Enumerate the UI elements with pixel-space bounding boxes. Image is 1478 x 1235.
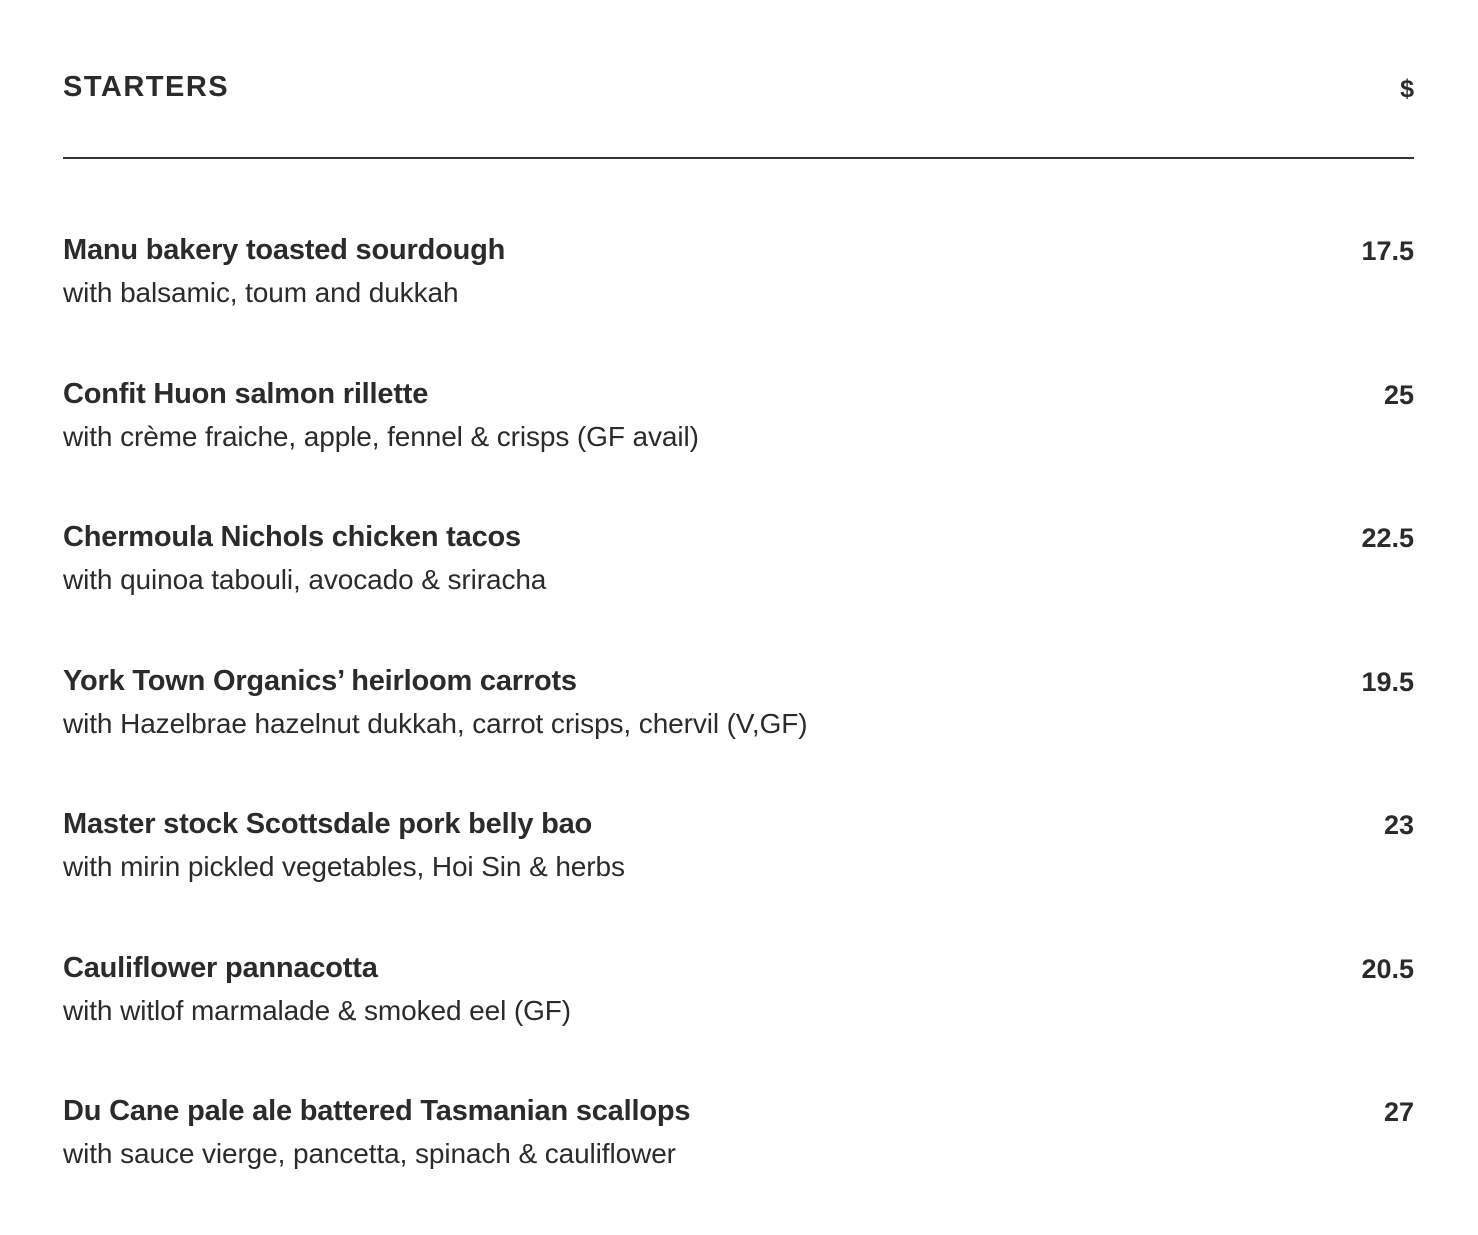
item-name: Manu bakery toasted sourdough (63, 234, 506, 266)
section-header (63, 68, 1414, 108)
item-price: 23 (1383, 810, 1414, 840)
item-price: 22.5 (1361, 523, 1414, 553)
currency-label: $ (1400, 75, 1414, 103)
item-price: 19.5 (1361, 666, 1414, 697)
item-name: Confit Huon salmon rillette (63, 377, 429, 410)
item-description: with crème fraiche, apple, fennel & crisps (GF avail) (63, 420, 699, 452)
item-description: with quinoa tabouli, avocado & sriracha (63, 564, 547, 595)
menu-item (63, 804, 1414, 948)
item-name: Chermoula Nichols chicken tacos (63, 521, 521, 553)
item-name: York Town Organics’ heirloom carrots (63, 664, 577, 697)
item-price: 20.5 (1361, 953, 1414, 984)
item-name: Du Cane pale ale battered Tasmanian scallops (63, 1095, 691, 1127)
menu-item (63, 1091, 1414, 1235)
item-description: with Hazelbrae hazelnut dukkah, carrot crisps, chervil (V,GF) (63, 707, 808, 739)
item-description: with mirin pickled vegetables, Hoi Sin & herbs (63, 851, 625, 882)
menu-item (63, 374, 1414, 518)
section-title: STARTERS (63, 71, 230, 103)
menu-item (63, 948, 1414, 1092)
menu-item-list (63, 230, 1414, 1235)
item-price: 27 (1383, 1097, 1414, 1127)
menu-section (63, 0, 1414, 1208)
item-description: with balsamic, toum and dukkah (63, 277, 459, 308)
menu-item (63, 517, 1414, 661)
item-description: with witlof marmalade & smoked eel (GF) (63, 994, 572, 1026)
menu-item (63, 230, 1414, 374)
header-divider (63, 157, 1414, 159)
item-name: Cauliflower pannacotta (63, 951, 378, 984)
item-price: 17.5 (1361, 236, 1414, 266)
menu-item (63, 661, 1414, 805)
item-name: Master stock Scottsdale pork belly bao (63, 808, 593, 840)
item-description: with sauce vierge, pancetta, spinach & cauliflower (63, 1138, 676, 1169)
item-price: 25 (1383, 379, 1414, 410)
